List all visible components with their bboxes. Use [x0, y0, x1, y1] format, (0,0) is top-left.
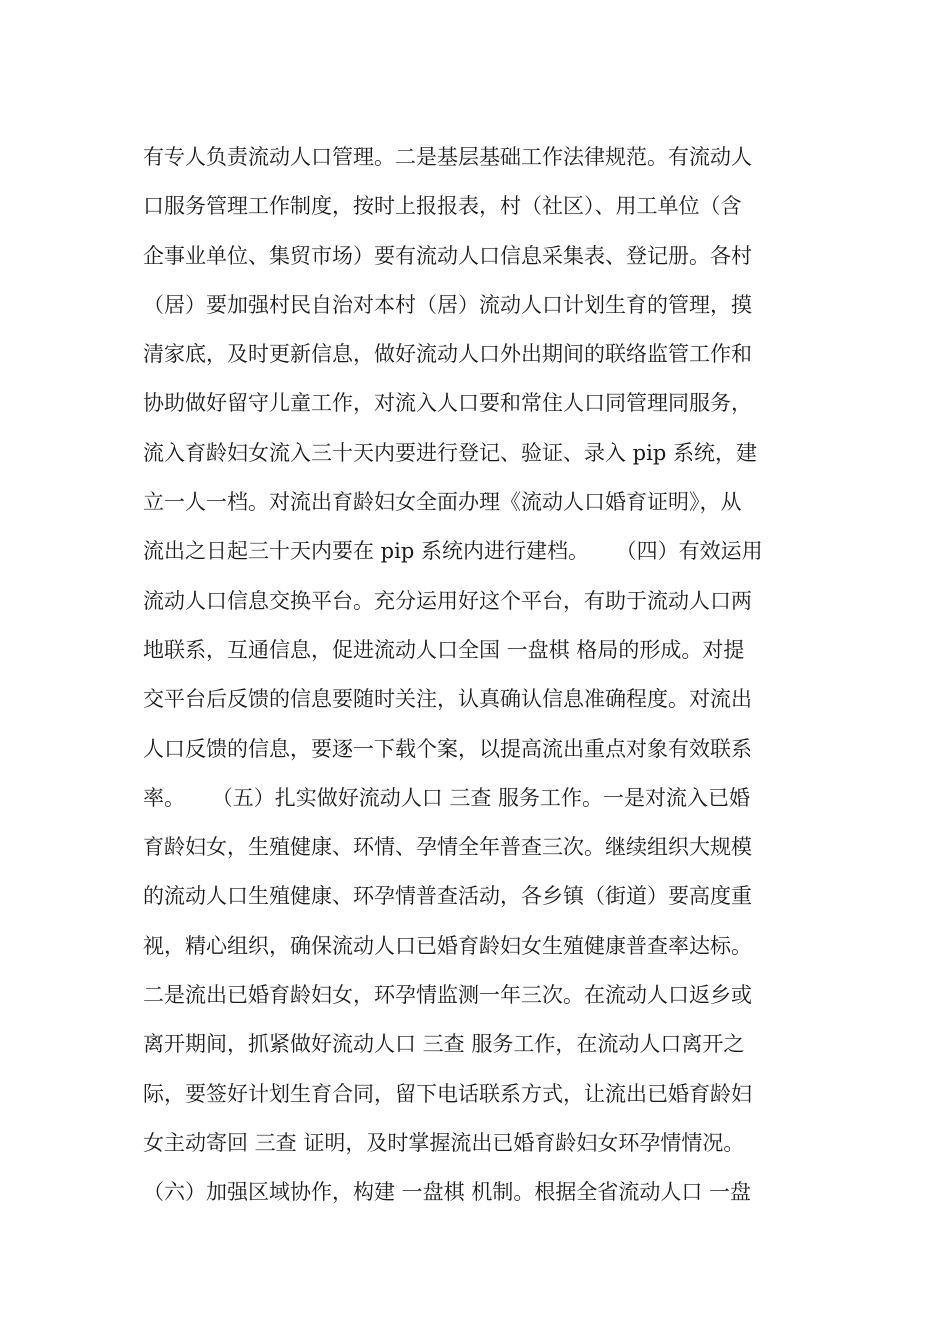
text-line: 交平台后反馈的信息要随时关注，认真确认信息准确程度。对流出 — [143, 687, 752, 712]
text-line: 口服务管理工作制度，按时上报报表，村（社区）、用工单位（含 — [143, 194, 742, 219]
text-line: 立一人一档。对流出育龄妇女全面办理《流动人口婚育证明》，从 — [143, 490, 742, 515]
text-line: 流动人口信息交换平台。充分运用好这个平台，有助于流动人口两 — [143, 588, 752, 613]
text-line: 际，要签好计划生育合同，留下电话联系方式，让流出已婚育龄妇 — [143, 1081, 752, 1106]
text-line: 视，精心组织，确保流动人口已婚育龄妇女生殖健康普查率达标。 — [143, 933, 752, 958]
body-text — [143, 133, 823, 1218]
text-line: （六）加强区域协作，构建 一盘棋 机制。根据全省流动人口 一盘 — [143, 1180, 752, 1205]
text-line: 女主动寄回 三查 证明，及时掌握流出已婚育龄妇女环孕情情况。 — [143, 1130, 745, 1155]
text-line: 率。 （五）扎实做好流动人口 三查 服务工作。一是对流入已婚 — [143, 785, 751, 810]
text-line: 地联系，互通信息，促进流动人口全国 一盘棋 格局的形成。对提 — [143, 637, 745, 662]
text-line: （居）要加强村民自治对本村（居）流动人口计划生育的管理，摸 — [143, 292, 752, 317]
text-line: 流入育龄妇女流入三十天内要进行登记、验证、录入 pip 系统，建 — [143, 440, 757, 465]
text-line: 企事业单位、集贸市场）要有流动人口信息采集表、登记册。各村 — [143, 243, 752, 268]
text-line: 离开期间，抓紧做好流动人口 三查 服务工作，在流动人口离开之 — [143, 1032, 745, 1057]
text-line: 有专人负责流动人口管理。二是基层基础工作法律规范。有流动人 — [143, 145, 752, 169]
text-line: 流出之日起三十天内要在 pip 系统内进行建档。 （四）有效运用 — [143, 539, 763, 564]
text-line: 二是流出已婚育龄妇女，环孕情监测一年三次。在流动人口返乡或 — [143, 983, 752, 1008]
text-line: 人口反馈的信息，要逐一下载个案，以提高流出重点对象有效联系 — [143, 736, 752, 761]
text-line: 育龄妇女，生殖健康、环情、孕情全年普查三次。继续组织大规模 — [143, 835, 752, 860]
text-line: 协助做好留守儿童工作，对流入人口要和常住人口同管理同服务， — [143, 391, 752, 416]
text-line: 清家底，及时更新信息，做好流动人口外出期间的联络监管工作和 — [143, 342, 752, 367]
text-line: 的流动人口生殖健康、环孕情普查活动，各乡镇（街道）要高度重 — [143, 884, 752, 909]
